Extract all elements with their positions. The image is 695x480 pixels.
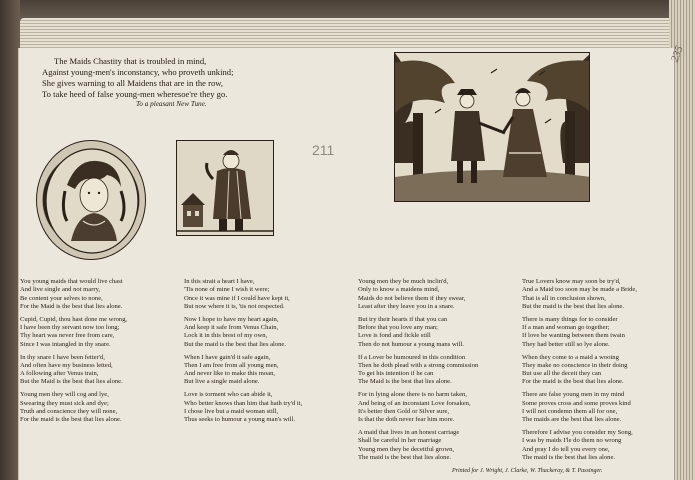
man-woodcut bbox=[176, 140, 274, 236]
verse-line: Young men they be much inclin'd, bbox=[358, 278, 449, 285]
verse-line: Then he doth plead with a strong commission bbox=[358, 361, 479, 369]
verse-line: But try their hearts if that you can bbox=[358, 315, 448, 323]
verse-line: Least after they leave you in a snare. bbox=[358, 302, 455, 310]
verse-line: For in lying alone there is no harm taken, bbox=[358, 391, 467, 399]
title-line: She gives warning to all Maidens that are in the row, bbox=[42, 78, 224, 88]
verse-line: The maids are the best that lies alone. bbox=[522, 416, 622, 424]
verse-line: And never like to make this moan, bbox=[184, 370, 276, 378]
verse-line: The Maid is the best that lies alone. bbox=[358, 378, 452, 386]
verse-line: But the maid is the best that lies alone. bbox=[522, 302, 625, 310]
verse-line: And a Maid too soon may be made a Bride, bbox=[522, 286, 637, 294]
verse-line: But the maid is the best that lies alone. bbox=[184, 340, 287, 348]
verse-line: But live a single maid alone. bbox=[184, 378, 260, 386]
verse-line: And live single and not marry, bbox=[20, 286, 101, 294]
stanza bbox=[184, 316, 352, 349]
verse-line: There is many things for to consider bbox=[522, 315, 618, 323]
stanza bbox=[184, 278, 352, 311]
verse-line: Who better knows than him that hath try'd it, bbox=[184, 399, 303, 407]
portrait-woodcut bbox=[36, 140, 146, 260]
text-column-3 bbox=[358, 278, 526, 467]
verse-line: And keep it safe from Venus Chain, bbox=[184, 324, 279, 332]
text-column-4 bbox=[522, 278, 672, 467]
verse-line: For the maid is the best that lies alone. bbox=[522, 378, 624, 386]
verse-line: Is that the doth never fear him more. bbox=[358, 416, 455, 424]
verse-line: The maid is the best that lies alone. bbox=[358, 454, 452, 462]
verse-line: Thy heart was never free from care, bbox=[20, 332, 115, 340]
verse-line: To get his intention if he can bbox=[358, 370, 434, 378]
verse-line: 'Tis none of mine I wish it were; bbox=[184, 286, 270, 294]
verse-line: And being of an inconstant Love forsaken, bbox=[358, 399, 471, 407]
verse-line: Some proves cross and some proves kind bbox=[522, 399, 631, 407]
verse-line: I chose live but a maid woman still, bbox=[184, 407, 279, 415]
verse-line: In this strait a heart I have, bbox=[184, 278, 255, 285]
stanza bbox=[522, 354, 672, 387]
title-line: The Maids Chastity that is troubled in mind, bbox=[54, 56, 207, 66]
verse-line: Since I was intangled in thy snare. bbox=[20, 340, 111, 348]
stanza bbox=[522, 278, 672, 311]
title-line: Against young-men's inconstancy, who proveth unkind; bbox=[42, 67, 234, 77]
verse-line: I have been thy servant now too long; bbox=[20, 324, 120, 332]
verse-line: Now I hope to have my heart again, bbox=[184, 315, 279, 323]
verse-line: It's better then Gold or Silver sure, bbox=[358, 407, 450, 415]
stanza bbox=[522, 316, 672, 349]
man-woodcut-art bbox=[177, 141, 274, 236]
verse-line: There are false young men in my mind bbox=[522, 391, 625, 399]
couple-woodcut bbox=[394, 52, 590, 202]
verse-line: For the Maid is the best that lies alone. bbox=[20, 302, 123, 310]
title-line: To take heed of false young-men wheresoe're they go. bbox=[42, 89, 228, 99]
verse-line: Be content your selves to none, bbox=[20, 294, 103, 302]
stanza bbox=[358, 429, 526, 462]
verse-line: If a man and woman go together; bbox=[522, 324, 610, 332]
ballad-title bbox=[42, 56, 372, 108]
verse-line: Before that you love any man; bbox=[358, 324, 439, 332]
stanza bbox=[522, 429, 672, 462]
verse-line: But now where it is, 'tis not respected. bbox=[184, 302, 285, 310]
verse-line: When I have gain'd it safe again, bbox=[184, 353, 271, 361]
verse-line: I will not condemn them all for one, bbox=[522, 407, 618, 415]
verse-line: In thy snare I have been fetter'd, bbox=[20, 353, 105, 361]
verse-line: And pray I do tell you every one, bbox=[522, 445, 610, 453]
stanza bbox=[184, 354, 352, 387]
verse-line: Young men they be deceitful grown, bbox=[358, 445, 455, 453]
verse-line: The maid is the best that lies alone. bbox=[522, 454, 616, 462]
stanza bbox=[20, 278, 188, 311]
text-column-1 bbox=[20, 278, 188, 429]
verse-line: Truth and conscience they will none, bbox=[20, 407, 118, 415]
verse-line: That is all in conclusion shown, bbox=[522, 294, 606, 302]
verse-line: You young maids that would live chast bbox=[20, 278, 123, 285]
couple-woodcut-art bbox=[395, 53, 590, 202]
verse-line: Cupid, Cupid, thou hast done me wrong, bbox=[20, 315, 128, 323]
book-spine bbox=[0, 0, 20, 480]
verse-line: A maid that lives in an honest carriage bbox=[358, 429, 460, 437]
verse-line: For the maid is the best that lies alone. bbox=[20, 416, 122, 424]
verse-line: But the Maid is the best that lies alone. bbox=[20, 378, 123, 386]
verse-line: True Lovers know may soon be try'd, bbox=[522, 278, 621, 285]
verse-line: When they come to a maid a wooing bbox=[522, 353, 619, 361]
portrait-woodcut-art bbox=[37, 141, 146, 260]
verse-line: Lock it in this brest of my own, bbox=[184, 332, 268, 340]
verse-line: Swearing they must sick and dye; bbox=[20, 399, 109, 407]
verse-line: Shall be careful in her marriage bbox=[358, 437, 442, 445]
verse-line: Thus seeks to humour a young man's will. bbox=[184, 416, 296, 424]
verse-line: Then do not humour a young mans will. bbox=[358, 340, 464, 348]
stanza bbox=[184, 391, 352, 424]
stanza bbox=[358, 278, 526, 311]
pencil-mark: 211 bbox=[312, 142, 335, 158]
verse-line: Love is torment who can abide it, bbox=[184, 391, 273, 399]
text-column-2 bbox=[184, 278, 352, 429]
stanza bbox=[522, 391, 672, 424]
stanza bbox=[20, 354, 188, 387]
verse-line: They make no conscience in their doing bbox=[522, 361, 628, 369]
verse-line: Love is fond and fickle still bbox=[358, 332, 431, 340]
stanza bbox=[358, 354, 526, 387]
stanza bbox=[358, 391, 526, 424]
verse-line: They had better still so lye alone. bbox=[522, 340, 610, 348]
stanza bbox=[20, 391, 188, 424]
verse-line: But use all the deceit they can bbox=[522, 370, 602, 378]
verse-line: I was by maids I'le do them no wrong bbox=[522, 437, 622, 445]
verse-line: Once it was mine if I could have kept it, bbox=[184, 294, 290, 302]
verse-line: Maids do not believe them if they swear, bbox=[358, 294, 466, 302]
folio-number: 235 bbox=[668, 44, 686, 64]
verse-line: If love be wanting between them twain bbox=[522, 332, 625, 340]
stanza bbox=[358, 316, 526, 349]
imprint-line: Printed for J. Wright, J. Clarke, W. Thackeray, & T. Passinger. bbox=[452, 468, 603, 474]
verse-line: Then I am free from all young men, bbox=[184, 361, 279, 369]
verse-line: And often have my business letted, bbox=[20, 361, 113, 369]
verse-line: A following after Venus train, bbox=[20, 370, 99, 378]
stanza bbox=[20, 316, 188, 349]
tune-line: To a pleasant New Tune. bbox=[136, 100, 207, 108]
verse-line: If a Lover be humoured in this condition bbox=[358, 353, 466, 361]
verse-line: Therefore I advise you consider my Song, bbox=[522, 429, 633, 437]
verse-line: Only to know a maidens mind, bbox=[358, 286, 440, 294]
verse-line: Young men they will cog and lye, bbox=[20, 391, 109, 399]
